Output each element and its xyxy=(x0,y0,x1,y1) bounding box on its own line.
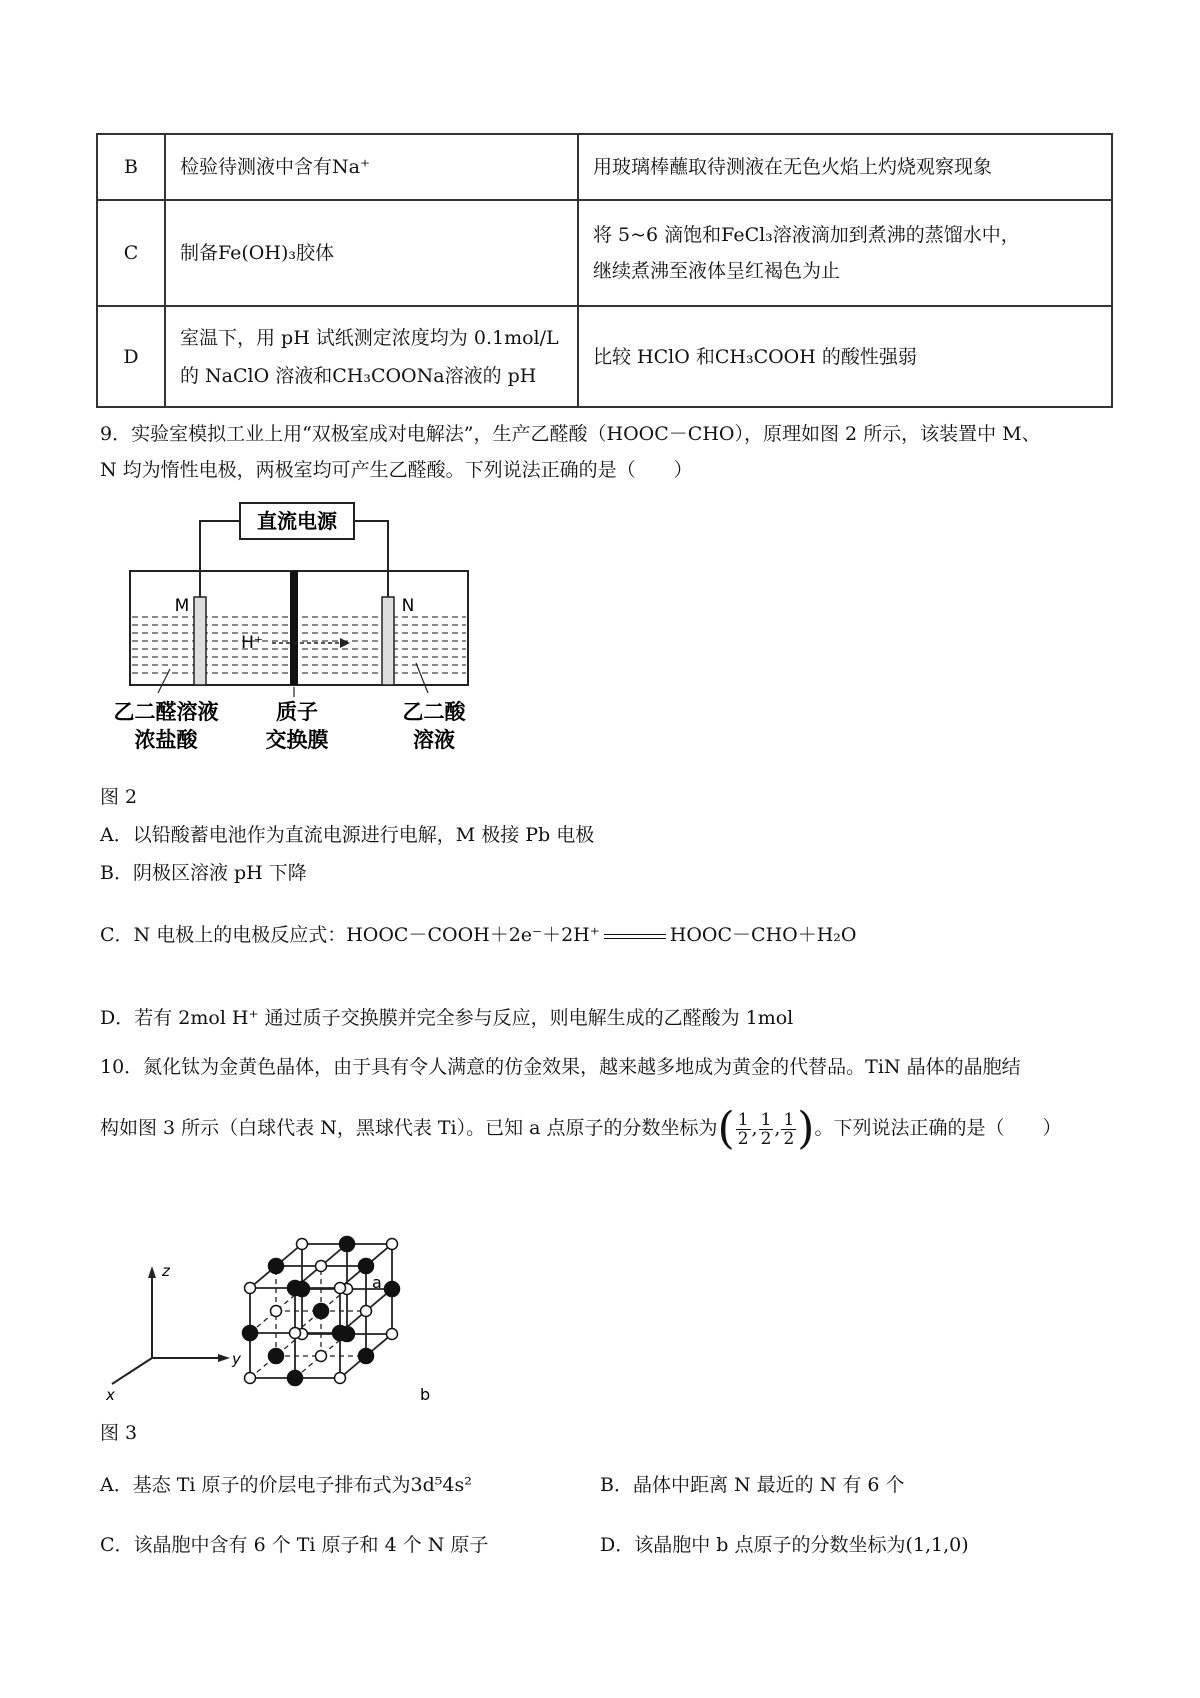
q10-option-b: B．晶体中距离 N 最近的 N 有 6 个 xyxy=(600,1474,905,1496)
q10-option-c: C．该晶胞中含有 6 个 Ti 原子和 4 个 N 原子 xyxy=(100,1534,489,1556)
left-solution-label-2: 浓盐酸 xyxy=(134,728,198,752)
proton-label: H⁺ xyxy=(241,633,263,653)
q10-stem-after: 。下列说法正确的是（ ） xyxy=(814,1117,1062,1139)
ti-atom xyxy=(385,1282,400,1297)
right-solution-label-2: 溶液 xyxy=(413,728,455,752)
n-atom xyxy=(335,1373,346,1384)
q9-option-c-prefix: C．N 电极上的电极反应式： xyxy=(100,924,347,946)
row-letter: C xyxy=(97,200,165,306)
solution-lines xyxy=(132,617,466,673)
q9-option-a: A．以铅酸蓄电池作为直流电源进行电解，M 极接 Pb 电极 xyxy=(100,824,595,846)
ti-atom xyxy=(288,1281,303,1296)
row-method-line: 继续煮沸至液体呈红褐色为止 xyxy=(593,260,841,282)
options-table xyxy=(96,133,1113,408)
axis-z-label: z xyxy=(162,1262,170,1280)
q10-option-a: A．基态 Ti 原子的价层电子排布式为3d⁵4s² xyxy=(100,1474,472,1496)
row-method xyxy=(578,200,1112,306)
ti-atom xyxy=(333,1326,348,1341)
electrolysis-tank xyxy=(130,571,468,685)
y-arrow xyxy=(218,1354,230,1362)
row-method: 用玻璃棒蘸取待测液在无色火焰上灼烧观察现象 xyxy=(578,134,1112,200)
proton-arrow-head xyxy=(340,638,350,648)
row-purpose xyxy=(165,306,578,407)
crystal-cell-diagram xyxy=(100,1178,500,1408)
n-atom xyxy=(245,1373,256,1384)
unit-cell xyxy=(243,1237,400,1386)
row-purpose-line: 的 NaClO 溶液和CH₃COONa溶液的 pH xyxy=(180,364,537,387)
axes xyxy=(112,1276,220,1384)
ti-atom xyxy=(340,1237,355,1252)
reaction-left: HOOC－COOH＋2e⁻＋2H⁺ xyxy=(346,924,600,946)
n-atom xyxy=(316,1351,327,1362)
power-supply-label: 直流电源 xyxy=(257,509,337,533)
ti-atom xyxy=(243,1326,258,1341)
z-arrow xyxy=(148,1266,156,1278)
q9-option-c xyxy=(100,920,857,947)
electrode-n xyxy=(382,597,394,685)
proton-exchange-membrane xyxy=(290,571,298,685)
q9-option-b: B．阴极区溶液 pH 下降 xyxy=(100,862,307,884)
n-atom xyxy=(387,1329,398,1340)
row-letter: D xyxy=(97,306,165,407)
ti-atom xyxy=(359,1349,374,1364)
q10-stem-before: 构如图 3 所示（白球代表 N，黑球代表 Ti）。已知 a 点原子的分数坐标为 xyxy=(100,1117,718,1139)
left-solution-label-1: 乙二醛溶液 xyxy=(113,700,219,724)
table-row xyxy=(97,200,1112,306)
reaction-right: HOOC－CHO＋H₂O xyxy=(669,924,857,946)
left-wire xyxy=(200,521,240,597)
q10-stem-line-1: 10．氮化钛为金黄色晶体，由于具有令人满意的仿金效果，越来越多地成为黄金的代替品。TiN 晶体的晶胞结 xyxy=(100,1056,1021,1078)
q9-option-d: D．若有 2mol H⁺ 通过质子交换膜并完全参与反应，则电解生成的乙醛酸为 1mol xyxy=(100,1007,794,1029)
figure-2-caption: 图 2 xyxy=(100,786,138,808)
n-atom xyxy=(335,1283,346,1294)
membrane-label-1: 质子 xyxy=(276,700,318,724)
ti-atom xyxy=(269,1259,284,1274)
q10-option-d: D．该晶胞中 b 点原子的分数坐标为(1,1,0) xyxy=(600,1534,969,1556)
n-atom xyxy=(245,1283,256,1294)
electrode-n-label: N xyxy=(401,596,415,616)
ti-atom xyxy=(288,1371,303,1386)
electrode-m xyxy=(194,597,206,685)
right-paren: ) xyxy=(797,1103,815,1154)
ti-atom xyxy=(314,1304,329,1319)
row-method: 比较 HClO 和CH₃COOH 的酸性强弱 xyxy=(578,306,1112,407)
electrode-m-label: M xyxy=(174,596,190,616)
n-atom xyxy=(297,1239,308,1250)
q9-stem-line-1: 9．实验室模拟工业上用“双极室成对电解法”，生产乙醛酸（HOOC－CHO），原理如图 2 所示，该装置中 M、 xyxy=(100,423,1041,445)
electrolysis-diagram xyxy=(100,497,490,765)
right-leader xyxy=(416,663,428,693)
membrane-label-2: 交换膜 xyxy=(265,728,329,752)
fraction: $\frac{1}{2}$ xyxy=(760,1109,772,1149)
n-atom xyxy=(290,1328,301,1339)
left-paren: ( xyxy=(717,1103,735,1154)
equals-sign xyxy=(604,934,666,939)
point-a-label: a xyxy=(372,1273,382,1292)
n-atom xyxy=(387,1239,398,1250)
table-row xyxy=(97,306,1112,407)
n-atom xyxy=(316,1261,327,1272)
row-method-line: 将 5~6 滴饱和FeCl₃溶液滴加到煮沸的蒸馏水中， xyxy=(593,224,1020,246)
fraction: $\frac{1}{2}$ xyxy=(737,1109,749,1149)
figure-3-caption: 图 3 xyxy=(100,1422,138,1444)
q10-stem-line-2: 构如图 3 所示（白球代表 N，黑球代表 Ti）。已知 a 点原子的分数坐标为( $\frac{1}{2}$ , $\frac{1}{2}$ , $\frac{1}{2}$ )。下列说法正确的是（ ） xyxy=(100,1103,1062,1154)
n-atom xyxy=(361,1306,372,1317)
right-wire xyxy=(354,521,388,597)
ti-atom xyxy=(359,1259,374,1274)
table-row xyxy=(97,134,1112,200)
axis-x-label: x xyxy=(106,1386,115,1404)
ti-atom xyxy=(269,1349,284,1364)
row-purpose: 检验待测液中含有Na⁺ xyxy=(165,134,578,200)
fraction: $\frac{1}{2}$ xyxy=(783,1109,795,1149)
q9-stem-line-2: N 均为惰性电极，两极室均可产生乙醛酸。下列说法正确的是（ ） xyxy=(100,459,693,481)
row-purpose: 制备Fe(OH)₃胶体 xyxy=(165,200,578,306)
right-solution-label-1: 乙二酸 xyxy=(402,700,466,724)
n-atom xyxy=(271,1306,282,1317)
row-purpose-line: 室温下，用 pH 试纸测定浓度均为 0.1mol/L xyxy=(180,326,559,349)
point-b-label: b xyxy=(420,1385,431,1404)
axis-y-label: y xyxy=(232,1350,241,1368)
row-letter: B xyxy=(97,134,165,200)
